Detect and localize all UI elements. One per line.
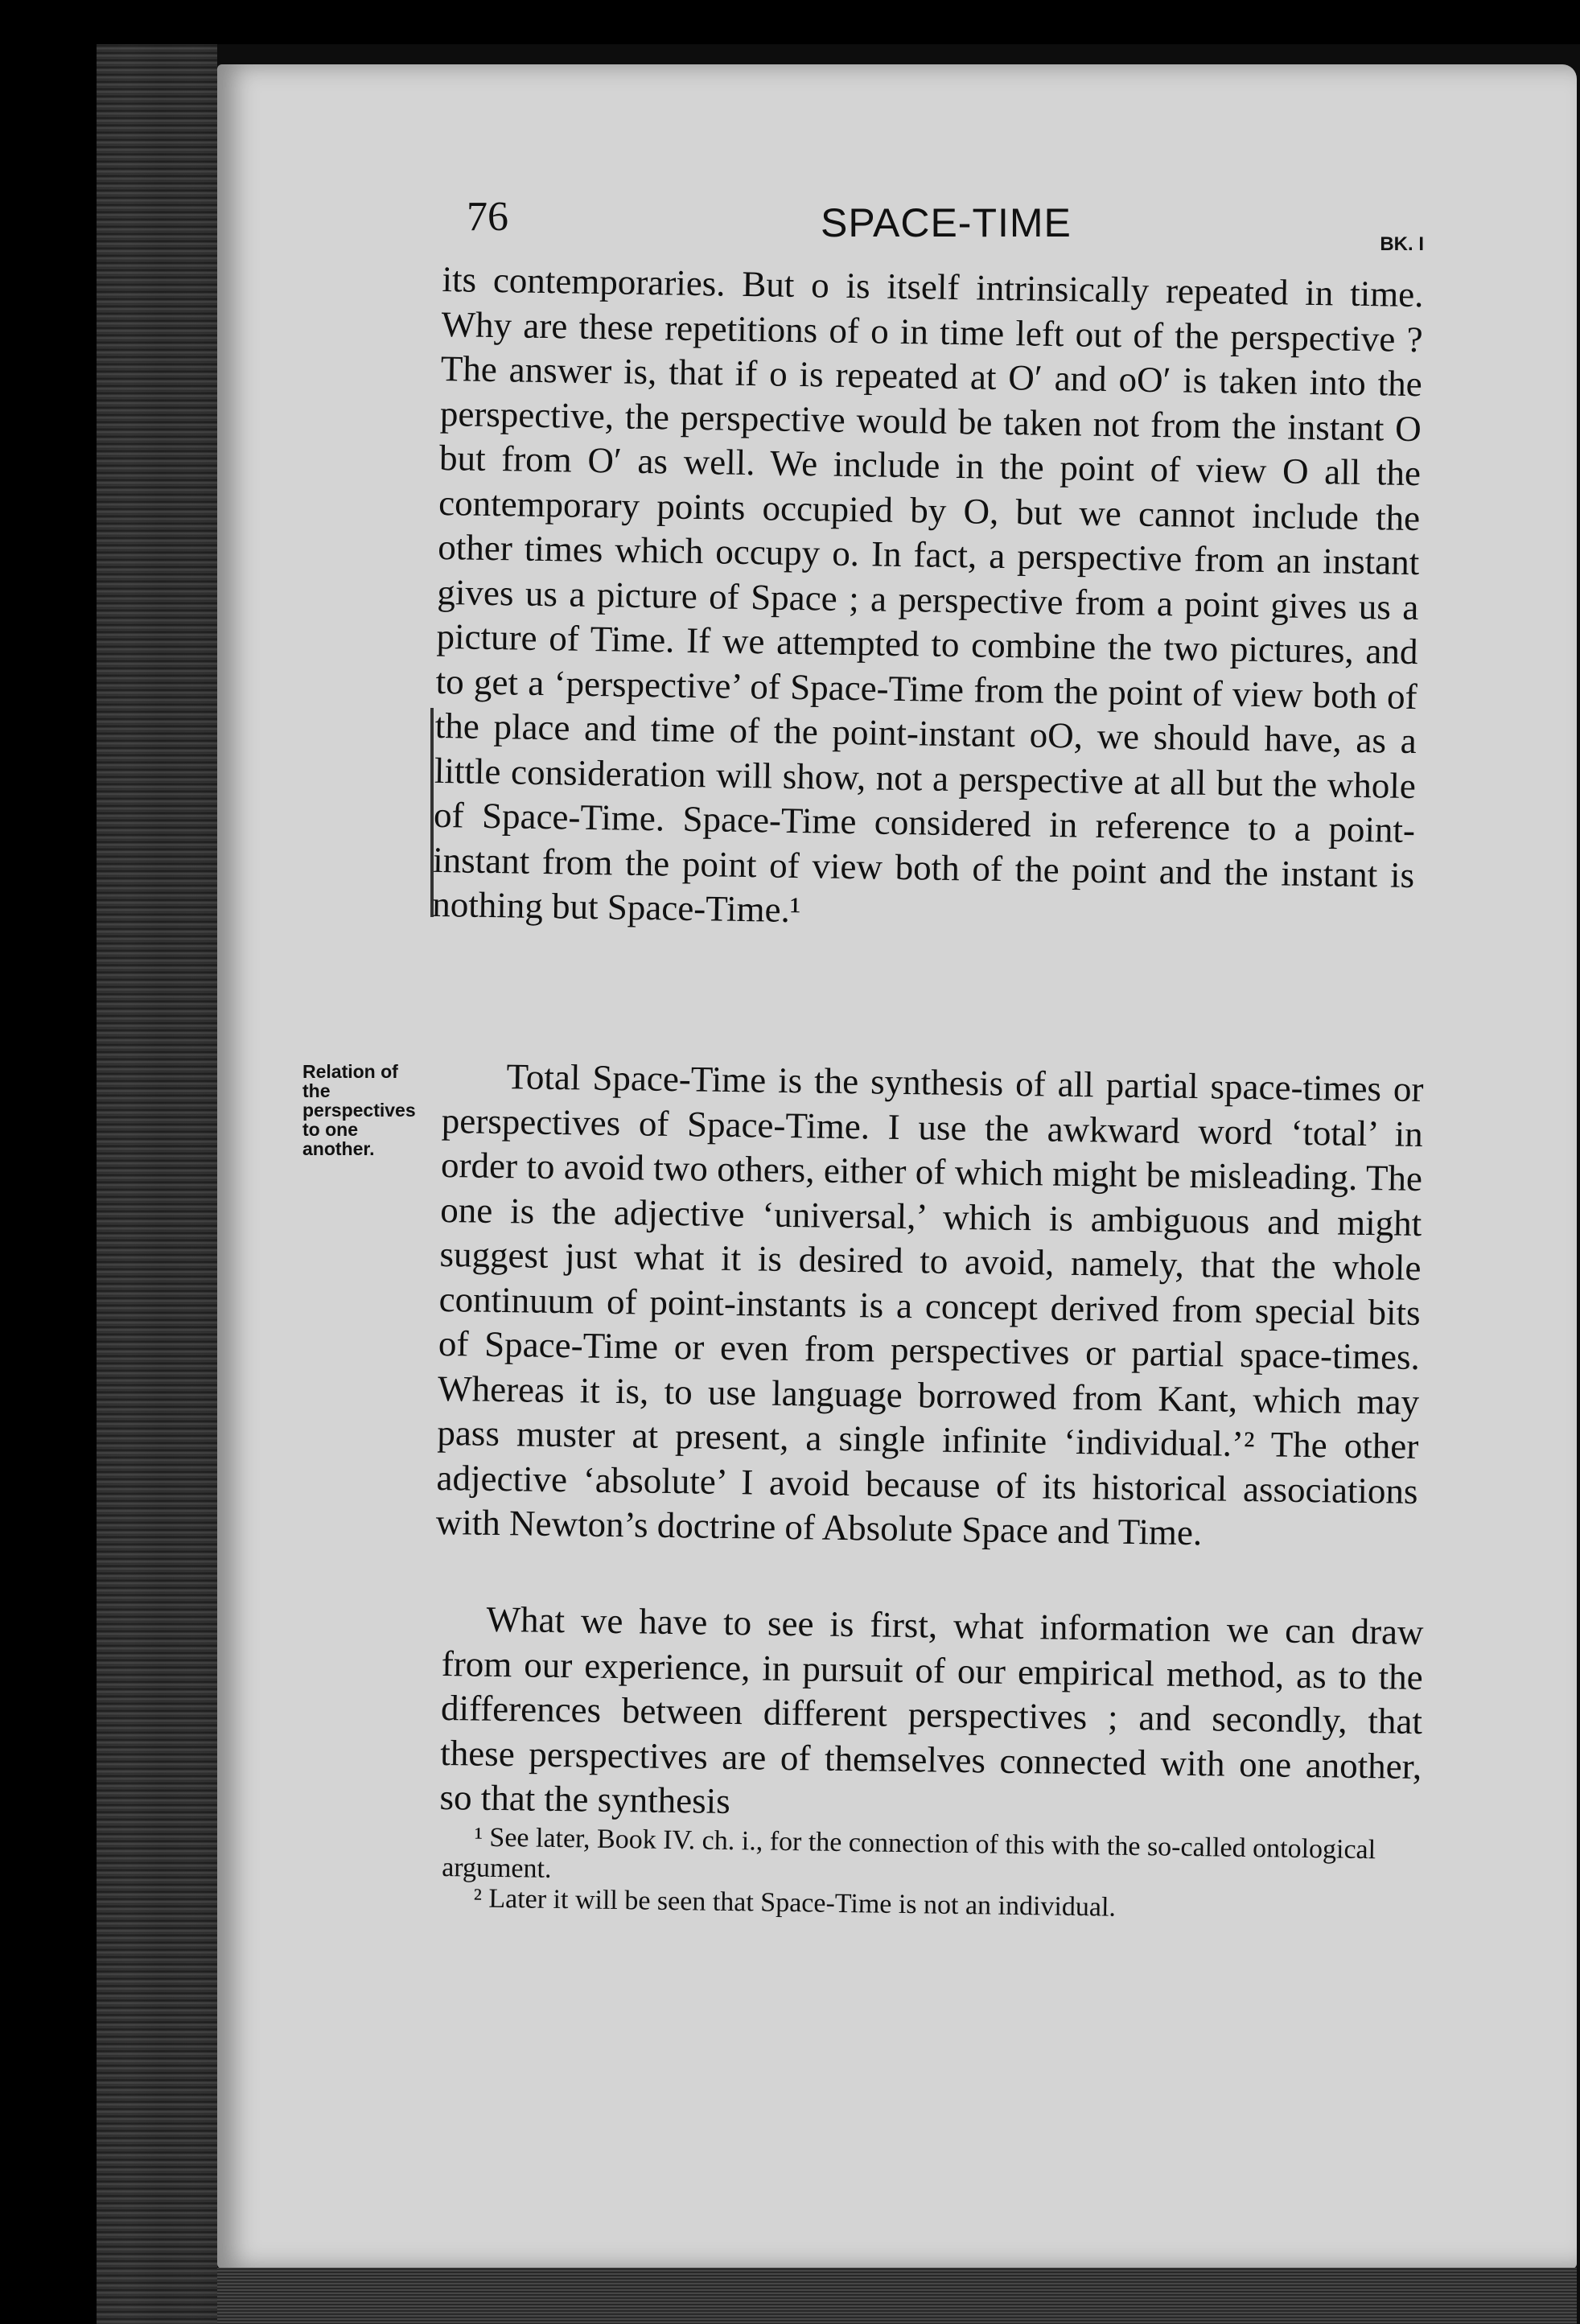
footnote: ¹ See later, Book IV. ch. i., for the connection of this with the so-called ontological argument. bbox=[441, 1822, 1376, 1884]
book-reference: BK. I bbox=[1380, 233, 1424, 255]
footnotes bbox=[441, 1822, 1423, 1927]
page-number: 76 bbox=[467, 194, 508, 240]
marginal-sidenote: Relation of the perspectives to one another. bbox=[302, 1061, 416, 1159]
page-stack-edge bbox=[217, 2268, 1577, 2324]
paragraph: Total Space-Time is the synthesis of all partial space-times or perspectives of Space-Time. I use the awkward word ‘total’ in order to avoid two others, either of which might be misleading. The one is the adjective ‘universal,’ which is ambiguous and might suggest just what it is desired to avoid, namely, that the whole continuum of point-instants is a concept derived from special bits of Space-Time or even from perspectives or partial space-times. Whereas it is, to use language borrowed from Kant, which may pass muster at present, a single infinite ‘individual.’² The other adjective ‘absolute’ I avoid because of its historical associations with Newton’s doctrine of Absolute Space and Time. bbox=[435, 1056, 1424, 1553]
footnote: ² Later it will be seen that Space-Time is not an individual. bbox=[473, 1883, 1117, 1923]
running-title: SPACE-TIME bbox=[821, 200, 1072, 245]
paragraph: its contemporaries. But o is itself intrinsically repeated in time. Why are these repetitions of o in time left out of the perspective ? The answer is, that if o is repeated at O′ and oO′ is taken into the perspective, the perspective would be taken not from the instant O but from O′ as well. We include in the point of view O all the contemporary points occupied by O, but we cannot include the other times which occupy o. In fact, a perspective from an instant gives us a picture of Space ; a perspective from a point gives us a picture of Time. If we attempted to combine the two pictures, and to get a ‘perspective’ of Space-Time from the point of view both of the place and time of the point-instant oO, we should have, as a little consideration will show, not a perspective at all but the whole of Space-Time. Space-Time considered in reference to a point-instant from the point of view both of the point and the instant is nothing but Space-Time.¹ bbox=[431, 258, 1424, 931]
paragraph: What we have to see is first, what information we can draw from our experience, in pursuit of our empirical method, as to the differences between different perspectives ; and secondly, that these perspectives are of themselves connected with one another, so that the synthesis bbox=[439, 1598, 1424, 1822]
book-spine-edge bbox=[97, 44, 217, 2324]
page-header bbox=[467, 193, 1432, 265]
